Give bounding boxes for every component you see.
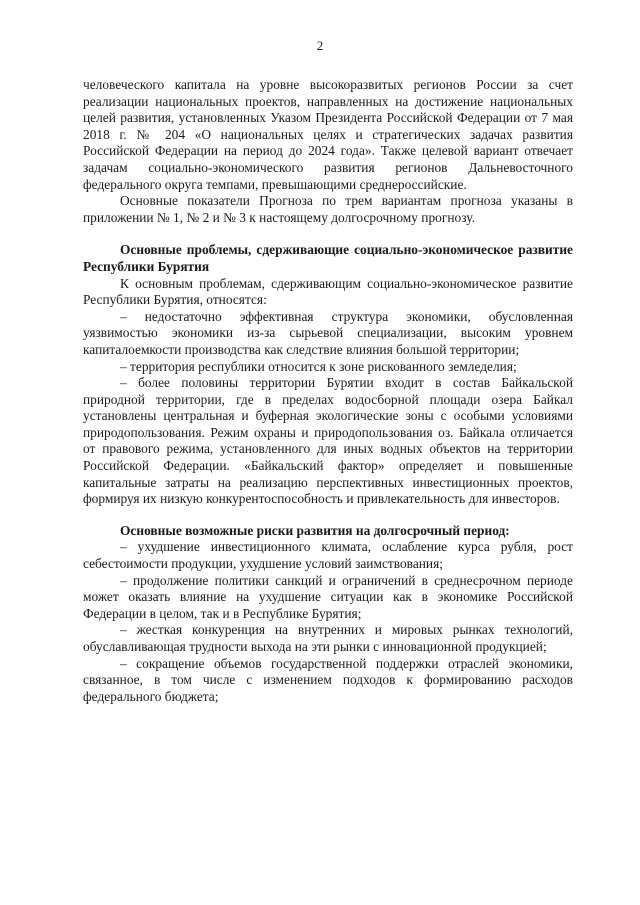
problems-section [83, 242, 573, 508]
section-spacer [83, 508, 573, 523]
problems-list-item: – недостаточно эффективная структура экономики, обусловленная уязвимостью экономики из-за сырьевой специализации, высоким уровнем капиталоемкости производства как следствие влияния большой территории; [83, 308, 573, 357]
risks-list-item: – ухудшение инвестиционного климата, ослабление курса рубля, рост себестоимости продукции, ухудшение условий заимствования; [83, 539, 573, 572]
problems-lead-paragraph: К основным проблемам, сдерживающим социально-экономическое развитие Республики Бурятия, относятся: [83, 275, 573, 308]
page-number: 2 [316, 38, 324, 53]
problems-list-item: – территория республики относится к зоне рискованного земледелия; [120, 358, 517, 374]
risks-heading: Основные возможные риски развития на долгосрочный период: [120, 522, 510, 538]
risks-section [83, 523, 573, 706]
risks-list-item: – продолжение политики санкций и ограничений в среднесрочном периоде может оказать влияние на ухудшение ситуации как в экономике Российской Федерации в целом, так и в Республике Бурятия; [83, 572, 573, 621]
problems-heading: Основные проблемы, сдерживающие социально-экономическое развитие Республики Бурятия [83, 242, 573, 274]
section-spacer [83, 226, 573, 242]
intro-indicators-paragraph: Основные показатели Прогноза по трем вариантам прогноза указаны в приложении № 1, № 2 и № 3 к настоящему долгосрочному прогнозу. [83, 193, 573, 225]
document-body [83, 77, 573, 705]
problems-list-item: – более половины территории Бурятии входит в состав Байкальской природной территории, где в пределах водосборной площади озера Байкал установлены центральная и буферная экологические зоны с особыми условиями природопользования. Режим охраны и природопользования оз. Байкала отличается от правового режима, установленного для иных водных объектов на территории Российской Федерации. «Байкальский фактор» определяет и повышенные капитальные затраты на реализацию перспективных инвестиционных проектов, формируя их низкую конкурентоспособность и привлекательность для инвесторов. [83, 375, 573, 507]
intro-continuation-paragraph: человеческого капитала на уровне высокоразвитых регионов России за счет реализации национальных проектов, направленных на достижение национальных целей развития, установленных Указом Президента Российской Федерации от 7 мая 2018 г. № 204 «О национальных целях и стратегических задачах развития Российской Федерации на период до 2024 года». Также целевой вариант отвечает задачам социально-экономического развития регионов Дальневосточного федерального округа темпами, превышающими среднероссийские. [83, 77, 573, 192]
risks-list-item: – сокращение объемов государственной поддержки отраслей экономики, связанное, в том числе с изменением подходов к формированию расходов федерального бюджета; [83, 655, 573, 704]
risks-list-item: – жесткая конкуренция на внутренних и мировых рынках технологий, обуславливающая трудности выхода на эти рынки с инновационной продукцией; [83, 622, 573, 654]
